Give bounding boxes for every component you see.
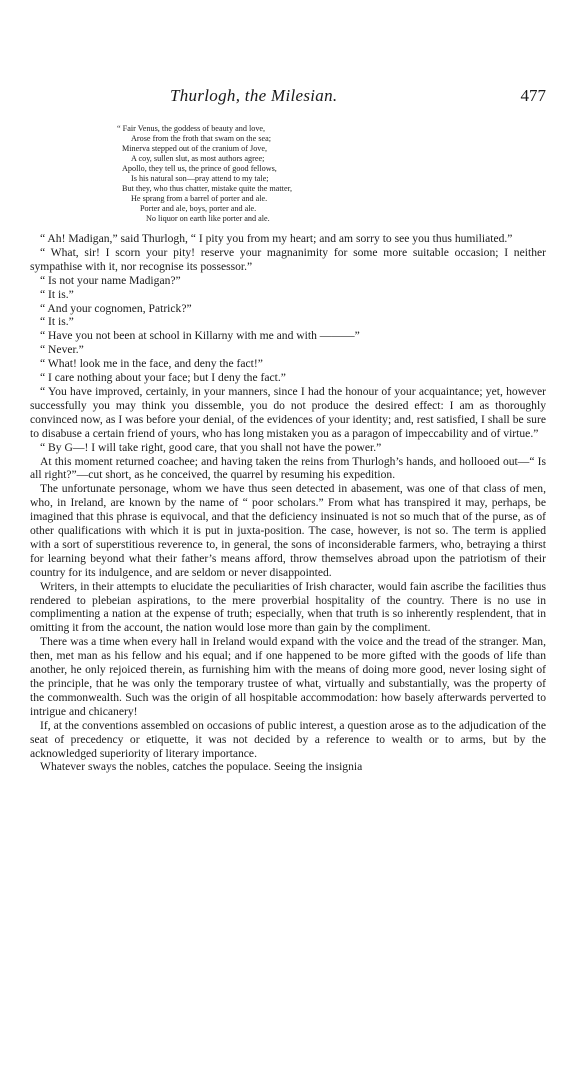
paragraph: “ It is.”: [40, 287, 74, 301]
verse-line: “ Fair Venus, the goddess of beauty and love,: [117, 124, 266, 133]
verse-line: No liquor on earth like porter and ale.: [146, 214, 270, 223]
page-number: 477: [520, 86, 546, 105]
paragraph: “ Ah! Madigan,” said Thurlogh, “ I pity you from my heart; and am sorry to see you thus humiliated.”: [40, 232, 513, 245]
paragraph: “ By G—! I will take right, good care, that you shall not have the power.”: [40, 440, 382, 454]
verse-line: A coy, sullen slut, as most authors agree;: [131, 154, 265, 163]
verse-line: Is his natural son—pray attend to my tale;: [131, 174, 269, 183]
paragraph: “ I care nothing about your face; but I deny the fact.”: [40, 371, 286, 385]
verse-line: Porter and ale, boys, porter and ale.: [140, 204, 257, 213]
paragraph: “ What, sir! I scorn your pity! reserve your magnanimity for some more suitable occasion; I neither sympathise with it, nor recognise its possessor.”: [30, 245, 546, 273]
page-header: [30, 86, 546, 108]
paragraph: “ Is not your name Madigan?”: [40, 273, 181, 287]
paragraph: “ And your cognomen, Patrick?”: [40, 301, 192, 315]
paragraph: “ It is.”: [40, 315, 74, 329]
paragraph: “ What! look me in the face, and deny the fact!”: [40, 357, 263, 371]
paragraph: “ Have you not been at school in Killarny with me and with ———”: [40, 329, 360, 343]
paragraph: Writers, in their attempts to elucidate the peculiarities of Irish character, would fain ascribe the facilities thus rendered to plebeian aspirations, to the mere proverbial hospitality of the country. There is no use in complimenting a nation at the expense of truth; especially, when that truth is so inherently resplendent, that in omitting it from the account, the nation would lose more than gain by the compliment.: [30, 579, 546, 635]
verse-line: Arose from the froth that swam on the sea;: [131, 134, 272, 143]
verse-line: Minerva stepped out of the cranium of Jove,: [122, 144, 268, 153]
paragraph: There was a time when every hall in Ireland would expand with the voice and the tread of the stranger. Man, then, met man as his fellow and his equal; and if one happened to be more gifted with the goods of life than another, he only rejoiced therein, as furnishing him with the means of doing more good, never losing sight of the principle, that he was only the temporary trustee of what, virtually and substantially, was the property of the commonwealth. Such was the origin of all hospitable accommodation: how basely afterwards perverted to intrigue and chicanery!: [30, 635, 546, 718]
paragraph: At this moment returned coachee; and having taken the reins from Thurlogh’s hands, and hollooed out—“ Is all right?”—cut short, as he conceived, the quarrel by resuming his expedition.: [30, 454, 546, 482]
paragraph: Whatever sways the nobles, catches the populace. Seeing the insignia: [40, 760, 363, 774]
verse-line: Apollo, they tell us, the prince of good fellows,: [122, 164, 277, 173]
paragraph: The unfortunate personage, whom we have thus seen detected in abasement, was one of that class of men, who, in Ireland, are known by the name of “ poor scholars.” From what has transpired it may, perhaps, be imagined that this phrase is equivocal, and that the deficiency insinuated is not so much that of the purse, as of other qualifications with which it is put in juxta-position. The case, however, is not so. The term is applied with a sort of superstitious reverence to, in general, the sons of inconsiderable farmers, who, betraying a thirst for learning beyond what their father’s means afford, throw themselves abroad upon the patriotism of their country for its indulgence, and are seldom or never disappointed.: [30, 482, 546, 579]
paragraph: If, at the conventions assembled on occasions of public interest, a question arose as to the adjudication of the seat of precedency or etiquette, it was not decided by a reference to wealth or to arms, but by the acknowledged superiority of literary importance.: [30, 718, 546, 760]
verse-line: He sprang from a barrel of porter and ale.: [131, 194, 268, 203]
body-text: [30, 232, 546, 774]
paragraph: “ You have improved, certainly, in your manners, since I had the honour of your acquaintance; yet, however successfully you may think you dissemble, you do not produce the desired effect: I am as thoroughly convinced now, as I was before your denial, of the evidences of your identity; and, rest satisfied, I shall be sure to disabuse a certain friend of yours, who has long mistaken you as a paragon of impeccability and of virtue.”: [30, 384, 546, 440]
verse-line: But they, who thus chatter, mistake quite the matter,: [122, 184, 293, 193]
paragraph: “ Never.”: [40, 343, 84, 357]
running-title: Thurlogh, the Milesian.: [170, 86, 338, 105]
